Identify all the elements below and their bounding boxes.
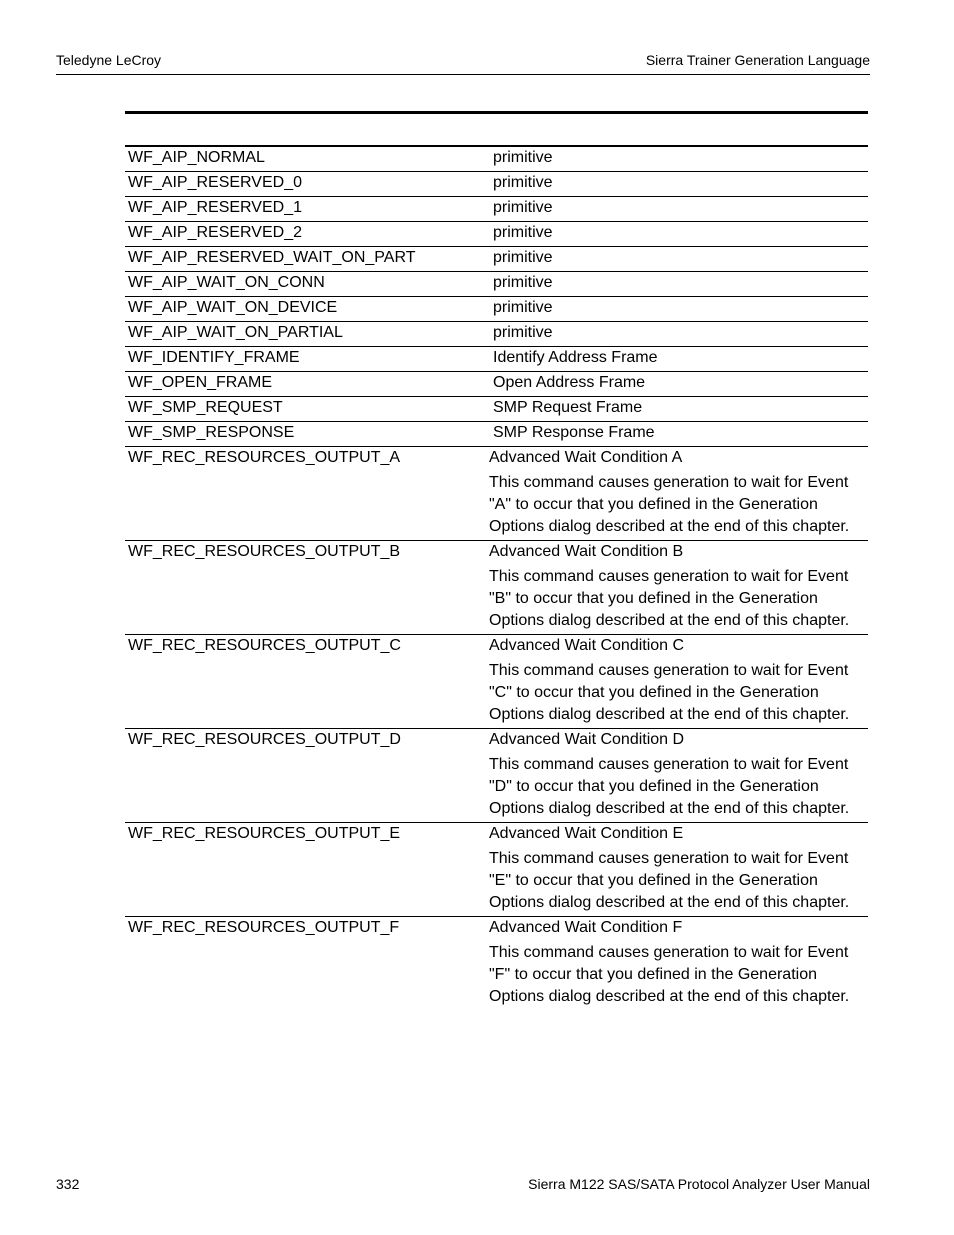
command-name: WF_AIP_RESERVED_2 [128,224,302,241]
command-name: WF_REC_RESOURCES_OUTPUT_C [128,637,401,654]
command-name: WF_AIP_RESERVED_WAIT_ON_PART [128,249,416,266]
command-description [488,447,868,538]
page-header [56,52,870,74]
table-row [125,729,868,823]
command-description: SMP Response Frame [493,424,655,441]
condition-text: This command causes generation to wait for Event "D" to occur that you defined in the Generation Options dialog described at the end of this chapter. [489,756,850,817]
condition-title: Advanced Wait Condition A [489,449,683,466]
table-row [125,247,868,272]
condition-title: Advanced Wait Condition B [489,543,684,560]
condition-title: Advanced Wait Condition F [489,919,683,936]
condition-text: This command causes generation to wait for Event "F" to occur that you defined in the Generation Options dialog described at the end of this chapter. [489,944,850,1005]
command-name: WF_REC_RESOURCES_OUTPUT_B [128,543,401,560]
command-name: WF_REC_RESOURCES_OUTPUT_A [128,449,401,466]
table-row [125,541,868,635]
condition-text: This command causes generation to wait for Event "B" to occur that you defined in the Generation Options dialog described at the end of this chapter. [489,568,850,629]
table-row [125,322,868,347]
table-row [125,172,868,197]
command-name: WF_REC_RESOURCES_OUTPUT_F [128,919,400,936]
command-name: WF_REC_RESOURCES_OUTPUT_D [128,731,401,748]
command-name: WF_AIP_RESERVED_0 [128,174,302,191]
header-company: Teledyne LeCroy [56,52,162,68]
condition-text: This command causes generation to wait for Event "A" to occur that you defined in the Generation Options dialog described at the end of this chapter. [489,474,850,535]
command-name: WF_AIP_WAIT_ON_CONN [128,274,325,291]
wait-condition-table [125,145,868,1010]
manual-title: Sierra M122 SAS/SATA Protocol Analyzer User Manual [528,1176,870,1192]
command-description: primitive [493,299,553,316]
command-description [488,729,868,820]
command-description: Identify Address Frame [493,349,658,366]
command-description: primitive [493,224,553,241]
command-description: SMP Request Frame [493,399,643,416]
condition-title: Advanced Wait Condition D [489,731,685,748]
command-name: WF_SMP_RESPONSE [128,424,295,441]
table-row [125,197,868,222]
command-description: primitive [493,199,553,216]
command-description: primitive [493,174,553,191]
table-row [125,147,868,172]
table-row [125,917,868,1010]
command-name: WF_AIP_NORMAL [128,149,265,166]
command-description [488,635,868,726]
table-row [125,222,868,247]
command-description [488,541,868,632]
command-description: primitive [493,149,553,166]
command-description [488,917,868,1008]
command-description: primitive [493,324,553,341]
header-chapter-title: Sierra Trainer Generation Language [645,52,870,68]
command-name: WF_AIP_WAIT_ON_PARTIAL [128,324,343,341]
command-description: primitive [493,249,553,266]
table-row [125,372,868,397]
table-row [125,272,868,297]
page-footer [56,1176,870,1192]
condition-text: This command causes generation to wait for Event "E" to occur that you defined in the Generation Options dialog described at the end of this chapter. [489,850,850,911]
command-name: WF_OPEN_FRAME [128,374,273,391]
table-top-rule [125,111,868,114]
table-row [125,447,868,541]
command-description [488,823,868,914]
table-row [125,823,868,917]
command-name: WF_AIP_WAIT_ON_DEVICE [128,299,338,316]
command-name: WF_AIP_RESERVED_1 [128,199,302,216]
condition-title: Advanced Wait Condition C [489,637,685,654]
table-row [125,635,868,729]
command-name: WF_REC_RESOURCES_OUTPUT_E [128,825,401,842]
table-row [125,397,868,422]
command-description: primitive [493,274,553,291]
command-name: WF_IDENTIFY_FRAME [128,349,300,366]
condition-title: Advanced Wait Condition E [489,825,684,842]
page-number: 332 [56,1176,80,1192]
header-divider [56,74,870,75]
table-row [125,347,868,372]
table-row [125,422,868,447]
condition-text: This command causes generation to wait for Event "C" to occur that you defined in the Generation Options dialog described at the end of this chapter. [489,662,850,723]
table-row [125,297,868,322]
command-description: Open Address Frame [493,374,646,391]
command-name: WF_SMP_REQUEST [128,399,283,416]
